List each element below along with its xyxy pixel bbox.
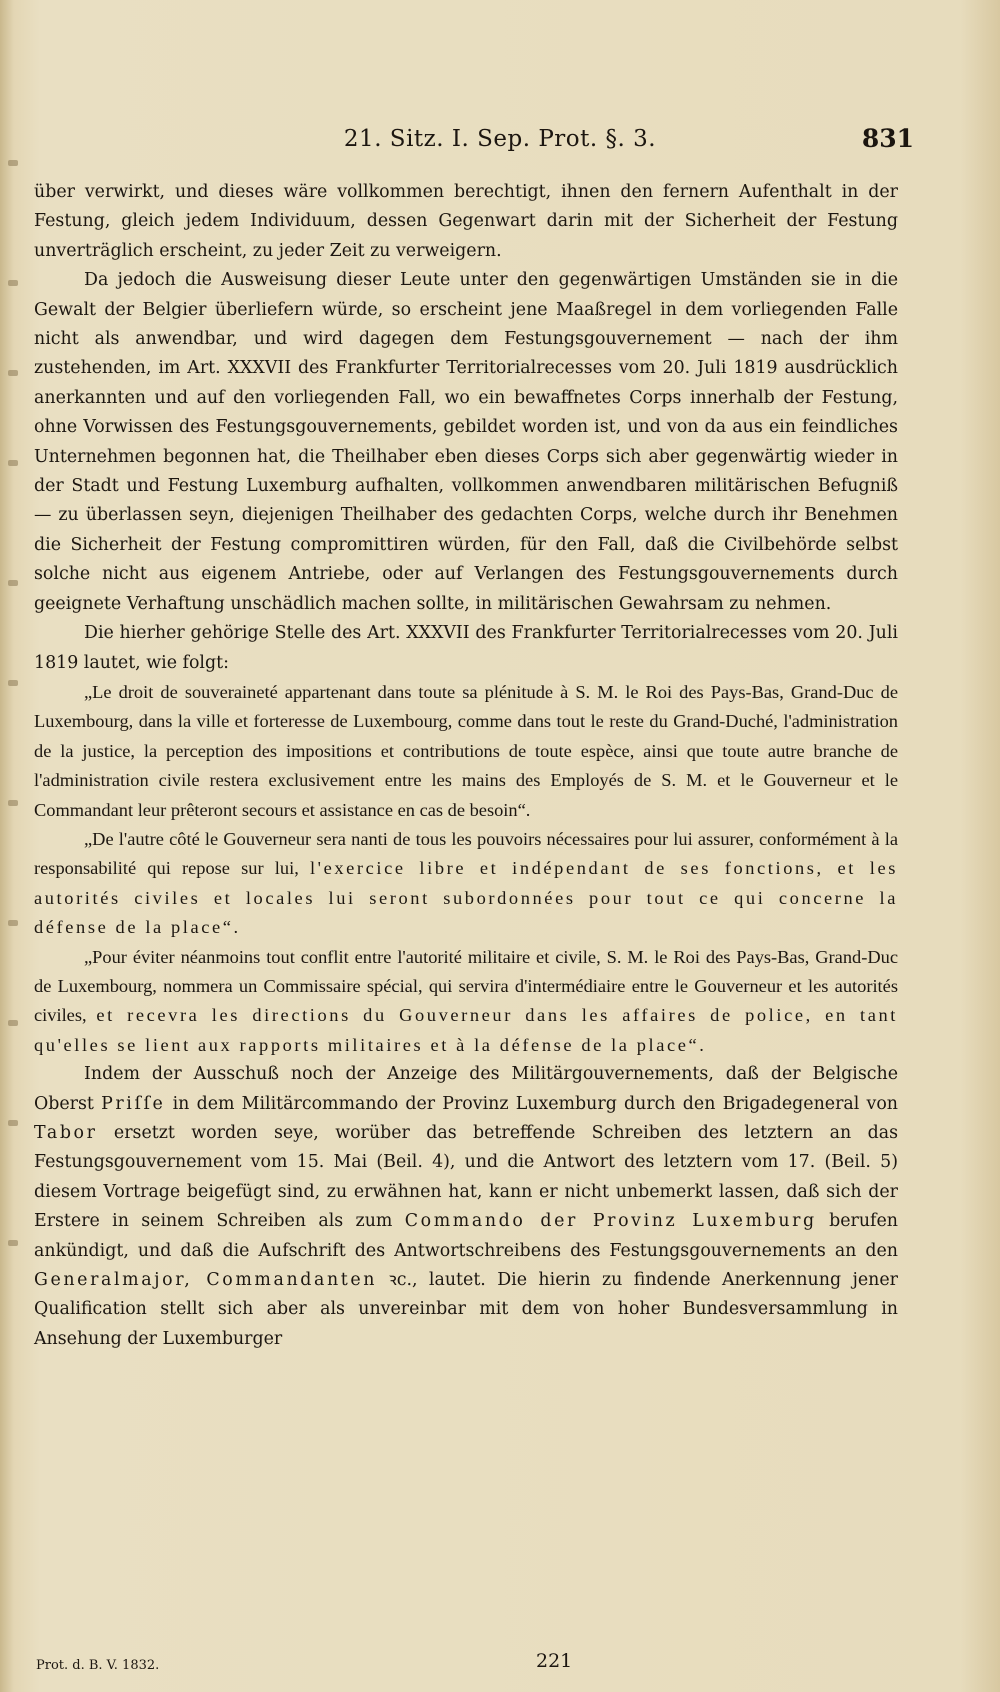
sheet-number: 221	[536, 1650, 573, 1672]
french-quote-3	[34, 943, 898, 1061]
name-tabor: Tabor	[34, 1123, 98, 1143]
paragraph-4	[34, 1060, 898, 1354]
french-quote-3-text: „Pour éviter néanmoins tout conflit entre l'autorité militaire et civile, S. M. le Roi des Pays-Bas, Grand-Duc de Luxembourg, nommera un Commissaire spécial, qui servira d'intermédiaire entre le Gouverneur et les autorités civiles,	[34, 946, 898, 1026]
p4-part-e: ersetzt worden seye, worüber das betreffende Schreiben des letztern an das Festungsgouvernement vom 15. Mai (Beil. 4), und die Antwort des letztern vom 17. (Beil. 5) diesem Vortrage beigefügt sind, zu erwähnen hat, kann er nicht unbemerkt lassen, daß sich der Erstere in seinem Schreiben als zum	[34, 1123, 898, 1232]
french-quote-1: „Le droit de souveraineté appartenant dans toute sa plénitude à S. M. le Roi des Pays-Bas, Grand-Duc de Luxembourg, dans la ville et forteresse de Luxembourg, comme dans tout le reste du Grand-Duché, l'administration de la justice, la perception des impositions et contributions de toute espèce, ainsi que toute autre branche de l'administration civile restera exclusivement entre les mains des Employés de S. M. et le Gouverneur et le Commandant leur prêteront secours et assistance en cas de besoin“.	[34, 681, 898, 820]
generalmajor-phrase: Generalmajor, Commandanten	[34, 1270, 378, 1291]
paragraph-3: Die hierher gehörige Stelle des Art. XXXVII des Frankfurter Territorialrecesses vom 20. Juli 1819 lautet, wie folgt:	[34, 623, 898, 673]
paragraph-1: über verwirkt, und dieses wäre vollkommen berechtigt, ihnen den fernern Aufenthalt in der Festung, gleich jedem Individuum, dessen Gegenwart darin mit der Sicherheit der Festung unverträglich erscheint, zu jeder Zeit zu verweigern.	[34, 182, 898, 261]
p4-part-a: Indem der Ausschuß noch der Anzeige des Militärgouvernements, daß der Belgische Oberst	[34, 1064, 898, 1114]
signature-mark: Prot. d. B. V. 1832.	[36, 1658, 160, 1673]
running-title: 21. Sitz. I. Sep. Prot. §. 3.	[343, 126, 657, 152]
paragraph-2: Da jedoch die Ausweisung dieser Leute unter den gegenwärtigen Umständen sie in die Gewalt der Belgier überliefern würde, so erscheint jene Maaßregel in dem vorliegenden Falle nicht als anwendbar, und wird dagegen dem Festungsgouvernement — nach der ihm zustehenden, im Art. XXXVII des Frankfurter Territorialrecesses vom 20. Juli 1819 ausdrücklich anerkannten und auf den vorliegenden Fall, wo ein bewaffnetes Corps innerhalb der Festung, ohne Vorwissen des Festungsgouvernements, gebildet worden ist, und von da aus ein feindliches Unternehmen begonnen hat, die Theilhaber eben dieses Corps sich aber gegenwärtig wieder in der Stadt und Festung Luxemburg aufhalten, vollkommen anwendbaren militärischen Befugniß — zu überlassen seyn, diejenigen Theilhaber des gedachten Corps, welche durch ihr Benehmen die Sicherheit der Festung compromittiren würden, für den Fall, daß die Civilbehörde selbst solche nicht aus eigenem Antriebe, oder auf Verlangen des Festungsgouvernements durch geeignete Verhaftung unschädlich machen sollte, in militärischen Gewahrsam zu nehmen.	[34, 270, 898, 614]
p4-part-c: in dem Militärcommando der Provinz Luxemburg durch den Brigadegeneral von	[165, 1093, 898, 1114]
page-number: 831	[861, 124, 914, 153]
binding-edge-marks	[6, 160, 28, 1360]
french-quote-2	[34, 825, 898, 943]
p4-part-i: ꝛc., lautet. Die hierin zu findende Anerkennung jener Qualification stellt sich aber als unvereinbar mit dem von hoher Bundesversammlung in Ansehung der Luxemburger	[34, 1270, 898, 1349]
commando-phrase: Commando der Provinz Luxemburg	[404, 1211, 817, 1232]
french-quote-2-spaced: l'exercice libre et indépendant de ses fonctions, et les autorités civiles et locales lui seront subordonnées pour tout ce qui concerne la défense de la place“.	[34, 858, 898, 938]
name-prisse: Priſſe	[101, 1093, 166, 1114]
french-quote-3-spaced: et recevra les directions du Gouverneur dans les affaires de police, en tant qu'elles se lient aux rapports militaires et à la défense de la place“.	[34, 1005, 898, 1055]
p4-part-g: berufen ankündigt, und daß die Aufschrift des Antwortschreibens des Festungsgouvernements an den	[34, 1211, 898, 1261]
page-body	[34, 178, 898, 1354]
page-footer	[36, 1650, 900, 1678]
french-quote-2-text: „De l'autre côté le Gouverneur sera nanti de tous les pouvoirs nécessaires pour lui assurer, conformément à la responsabilité qui repose sur lui,	[34, 828, 898, 879]
